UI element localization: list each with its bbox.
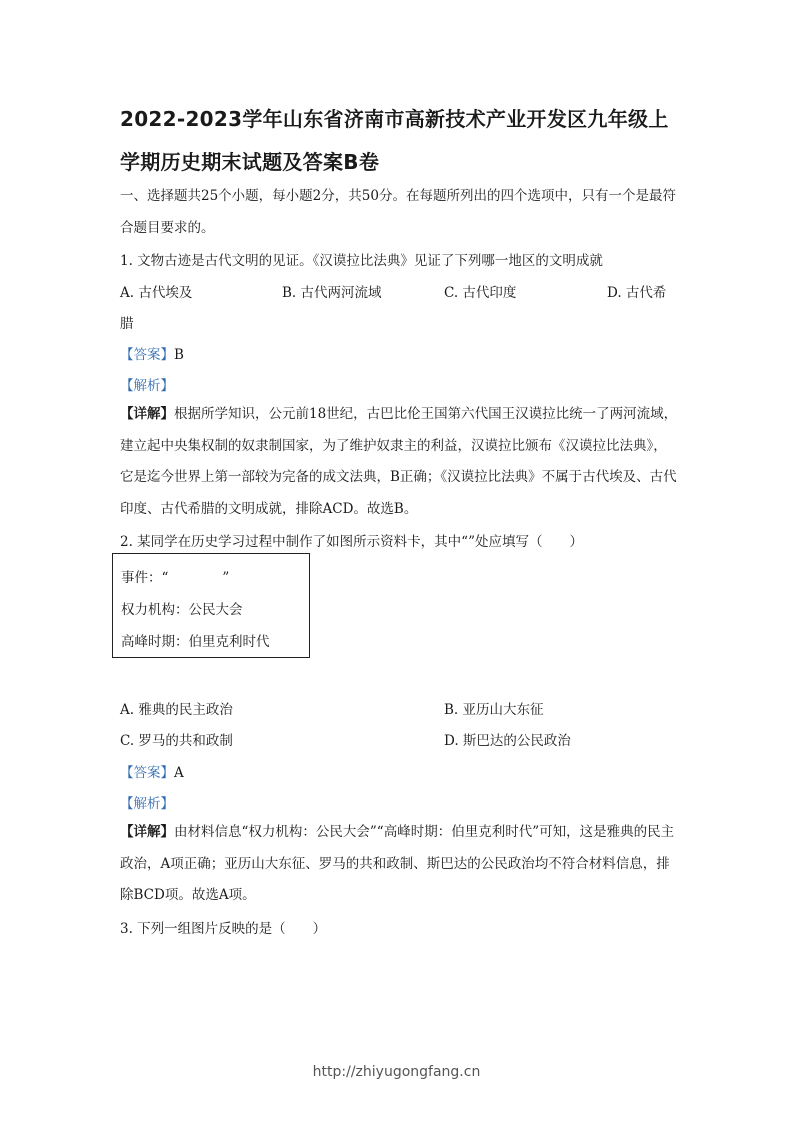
q2-answer-value: A (174, 765, 184, 781)
q1-option-a: A. 古代埃及 (120, 285, 193, 301)
q2-option-c: C. 罗马的共和政制 (120, 733, 233, 749)
q2-card-institution: 权力机构：公民大会 (121, 602, 243, 618)
q2-option-d: D. 斯巴达的公民政治 (444, 733, 571, 749)
q2-analysis-tag: 【解析】 (120, 796, 174, 812)
q1-analysis-tag: 【解析】 (120, 378, 174, 394)
q2-option-b: B. 亚历山大东征 (444, 702, 544, 718)
q1-option-d: D. 古代希 (607, 285, 667, 301)
q3-stem: 3. 下列一组图片反映的是（ ） (120, 921, 327, 937)
footer-url: http://zhiyugongfang.cn (312, 1064, 481, 1080)
q1-answer-value: B (174, 347, 184, 363)
q1-option-b: B. 古代两河流域 (282, 285, 382, 301)
q2-stem: 2. 某同学在历史学习过程中制作了如图所示资料卡，其中“”处应填写（ ） (120, 534, 583, 550)
q2-detail (120, 817, 680, 912)
q1-option-c: C. 古代印度 (444, 285, 517, 301)
q2-detail-text: 由材料信息“权力机构：公民大会”“高峰时期：伯里克利时代”可知，这是雅典的民主政治，A项正确；亚历山大东征、罗马的共和政制、斯巴达的公民政治均不符合材料信息，排除BCD项。故选A项。 (120, 824, 675, 903)
q1-option-d-overflow: 腊 (120, 316, 134, 332)
q2-info-card (112, 553, 310, 658)
q1-answer (120, 343, 184, 363)
doc-title-line-1: 2022-2023学年山东省济南市高新技术产业开发区九年级上 (120, 107, 669, 131)
q1-detail-text: 根据所学知识，公元前18世纪，古巴比伦王国第六代国王汉谟拉比统一了两河流域，建立起中央集权制的奴隶制国家，为了维护奴隶主的利益，汉谟拉比颁布《汉谟拉比法典》，它是迄今世界上第一部较为完备的成文法典，B正确；《汉谟拉比法典》不属于古代埃及、古代印度、古代希腊的文明成就，排除ACD。故选B。 (120, 406, 678, 517)
q2-answer-tag: 【答案】 (120, 765, 174, 781)
q2-card-event: 事件：“ ” (121, 570, 230, 586)
q1-detail (120, 399, 680, 525)
q2-option-a: A. 雅典的民主政治 (120, 702, 233, 718)
section-instructions: 一、选择题共25个小题，每小题2分，共50分。在每题所列出的四个选项中，只有一个是最符合题目要求的。 (120, 188, 676, 236)
q2-detail-tag: 【详解】 (120, 824, 174, 840)
q1-answer-tag: 【答案】 (120, 347, 174, 363)
q1-detail-tag: 【详解】 (120, 406, 174, 422)
q1-stem: 1. 文物古迹是古代文明的见证。《汉谟拉比法典》见证了下列哪一地区的文明成就 (120, 253, 603, 269)
q2-answer (120, 761, 184, 781)
q2-card-peak: 高峰时期：伯里克利时代 (121, 634, 270, 650)
doc-title-line-2: 学期历史期末试题及答案B卷 (120, 150, 380, 174)
